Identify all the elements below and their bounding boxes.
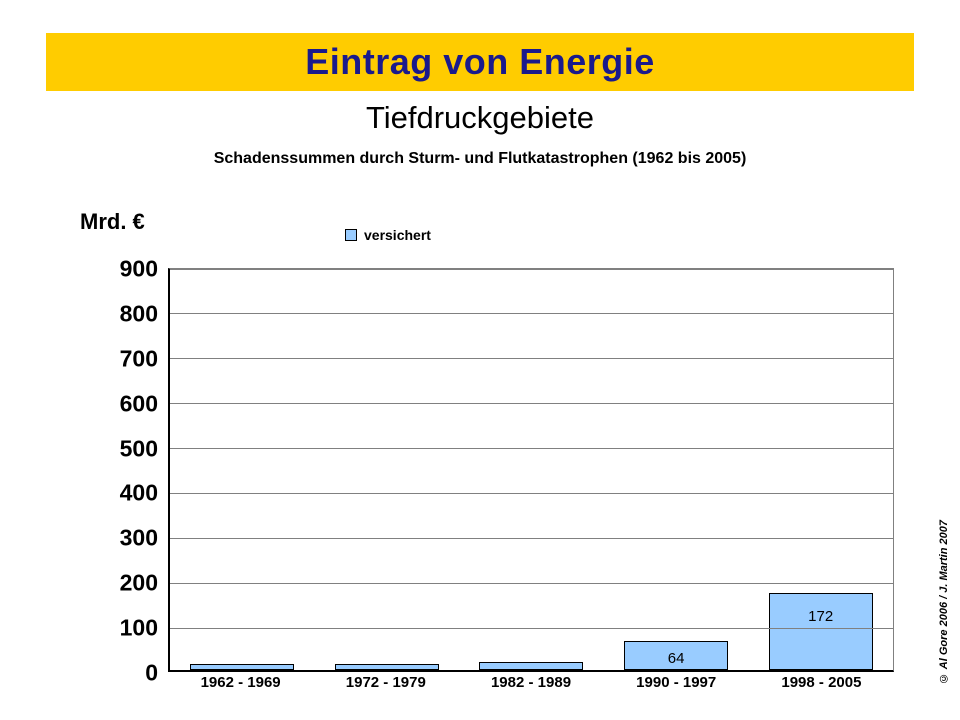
bar [769, 593, 873, 670]
gridline [170, 493, 893, 494]
y-axis-tick-label: 600 [119, 390, 158, 417]
gridline [170, 538, 893, 539]
x-axis-tick-label: 1990 - 1997 [636, 674, 717, 691]
bar [479, 662, 583, 670]
bar-group [170, 269, 893, 670]
bar [190, 664, 294, 670]
x-axis-tick-label: 1972 - 1979 [345, 674, 426, 691]
gridline [170, 448, 893, 449]
gridline [170, 358, 893, 359]
bar-slot [604, 269, 749, 670]
chart-legend [345, 227, 431, 243]
chart-subtitle: Tiefdruckgebiete [365, 100, 595, 135]
y-axis-tick-label: 700 [119, 345, 158, 372]
gridline [170, 313, 893, 314]
title-banner [46, 33, 914, 91]
chart-description: Schadenssummen durch Sturm- und Flutkatastrophen (1962 bis 2005) [213, 150, 747, 167]
gridline [170, 269, 893, 270]
page-title: Eintrag von Energie [305, 41, 655, 82]
bar-slot [459, 269, 604, 670]
y-axis-tick-label: 400 [119, 479, 158, 506]
y-axis-tick-label: 800 [119, 300, 158, 327]
y-axis-tick-label: 500 [119, 435, 158, 462]
y-axis-tick-label: 300 [119, 524, 158, 551]
copyright-note: © Al Gore 2006 / J. Martin 2007 [938, 520, 950, 684]
x-axis-tick-label: 1998 - 2005 [781, 674, 862, 691]
x-axis-tick-label: 1982 - 1989 [490, 674, 572, 691]
x-axis-labels [168, 674, 894, 691]
x-axis-tick-label: 1962 - 1969 [200, 674, 281, 691]
bar-value-label: 64 [667, 650, 685, 668]
gridline [170, 583, 893, 584]
legend-label-versichert: versichert [364, 227, 431, 243]
bar-slot [748, 269, 893, 670]
y-axis-tick-label: 900 [119, 255, 158, 282]
y-axis-tick-label: 200 [119, 569, 158, 596]
legend-swatch-versichert [345, 229, 357, 241]
gridline [170, 628, 893, 629]
y-axis-unit-label: Mrd. € [80, 209, 145, 234]
bar [335, 664, 439, 670]
bar-value-label: 172 [808, 607, 834, 625]
gridline [170, 403, 893, 404]
bar-slot [315, 269, 460, 670]
bar-slot [170, 269, 315, 670]
y-axis-tick-label: 0 [145, 659, 158, 686]
bar [624, 641, 728, 670]
y-axis-tick-label: 100 [119, 614, 158, 641]
